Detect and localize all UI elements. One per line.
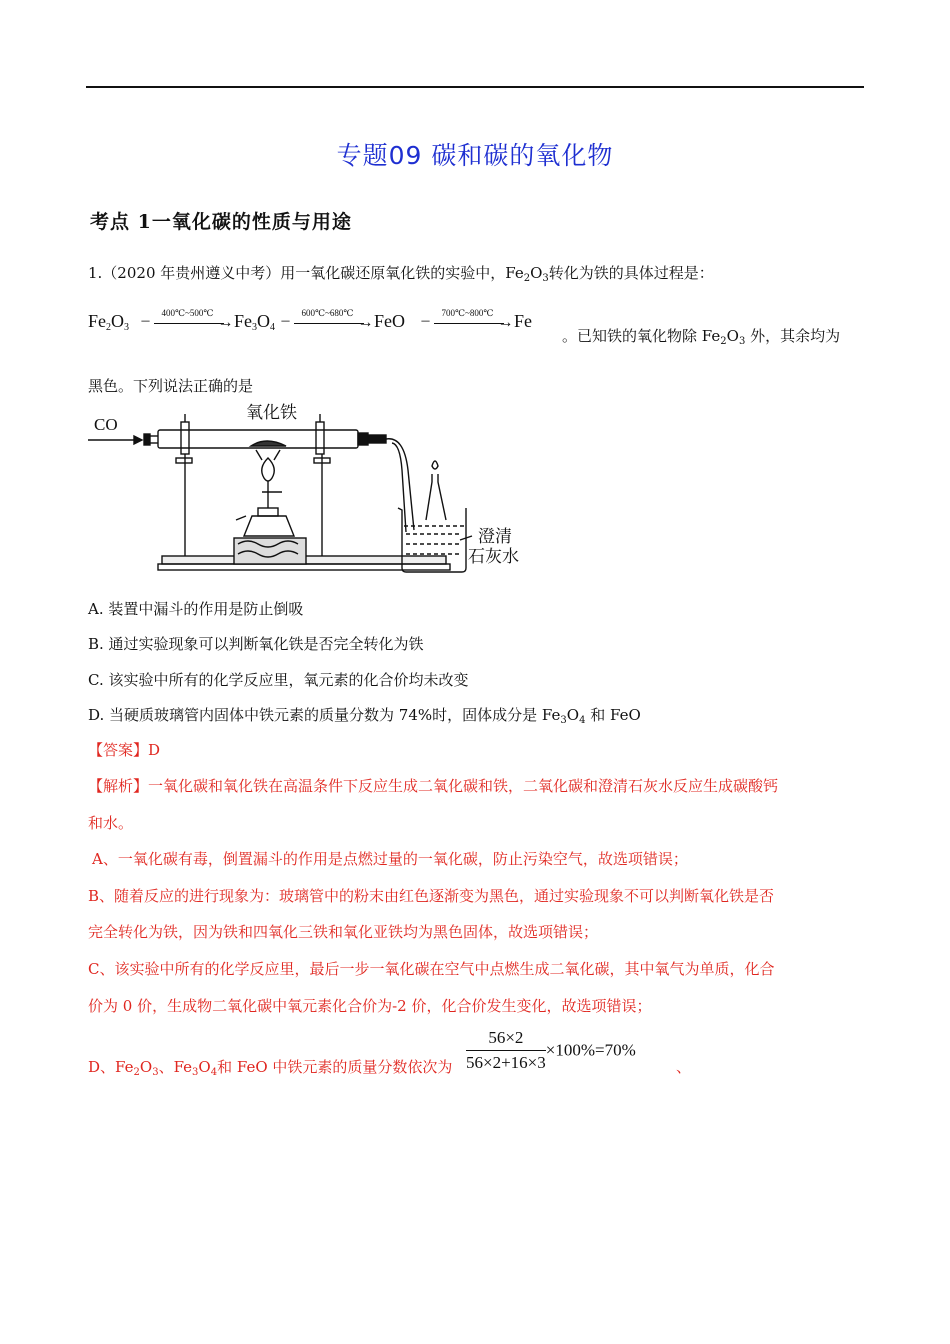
reaction-chain <box>88 307 532 333</box>
eq-fe3o4: $Fe_3O_4$ <box>234 311 275 333</box>
condition-2: 600℃~680℃ <box>301 307 354 318</box>
apparatus-figure <box>86 400 556 580</box>
fraction-tail: ×100%=70% <box>545 1040 636 1060</box>
iron-oxide-label: 氧化铁 <box>246 403 297 423</box>
top-rule <box>86 86 864 88</box>
delivery-tube <box>386 439 414 530</box>
analysis-option-d <box>88 1057 452 1077</box>
option-d-prefix: D. 当硬质玻璃管内固体中铁元素的质量分数为 74%时，固体成分是 <box>88 706 542 724</box>
analysis-option-b-1: B、随着反应的进行现象为：玻璃管中的粉末由红色逐渐变为黑色，通过实验现象不可以判断氧化铁是否 <box>88 887 775 905</box>
burner-flame <box>262 458 275 481</box>
analysis-d-prefix: D、 <box>88 1058 116 1076</box>
option-d-and: 和 FeO <box>590 706 641 724</box>
option-d <box>88 705 641 725</box>
option-c: C. 该实验中所有的化学反应里，氧元素的化合价均未改变 <box>88 671 469 689</box>
formula-fe2o3: $Fe_2O_3$ <box>505 264 549 284</box>
condition-1: 400℃~500℃ <box>161 307 214 318</box>
analysis-d-end: 、 <box>676 1058 692 1076</box>
condition-3: 700℃~800℃ <box>441 307 494 318</box>
eq-fe: Fe <box>514 311 532 331</box>
analysis-option-c-1: C、该实验中所有的化学反应里，最后一步一氧化碳在空气中点燃生成二氧化碳，其中氧气为单质，化合 <box>88 960 775 978</box>
answer: 【答案】D <box>88 741 161 759</box>
formula-fe3o4: $Fe_3O_4$ <box>541 706 586 726</box>
page-title: 专题09 碳和碳的氧化物 <box>336 141 614 170</box>
fraction-numerator: 56×2 <box>466 1028 546 1051</box>
fraction-denominator: 56×2+16×3 <box>466 1053 546 1072</box>
section-heading: 考点 1一氧化碳的性质与用途 <box>90 211 352 233</box>
line2-suffix: 外，其余均为 <box>745 327 841 345</box>
option-b: B. 通过实验现象可以判断氧化铁是否完全转化为铁 <box>88 635 424 653</box>
eq-feo: FeO <box>374 311 405 331</box>
inverted-funnel <box>426 474 446 520</box>
analysis-option-c-2: 价为 0 价，生成物二氧化碳中氧元素化合价为-2 价，化合价发生变化，故选项错误； <box>88 997 652 1015</box>
question-line-1 <box>88 263 714 283</box>
formula-fe2o3-2: $Fe_2O_3$ <box>701 327 746 347</box>
formula-d-fe3o4: $Fe_3O_4$ <box>173 1058 218 1078</box>
eq-fe2o3: $Fe_2O_3$ <box>88 311 129 333</box>
co-label: CO <box>94 415 118 434</box>
question-line-2-tail <box>562 326 840 346</box>
alcohol-lamp <box>244 516 294 536</box>
limewater-label-1: 澄清 <box>478 527 512 547</box>
analysis-text-1a: 一氧化碳和氧化铁在高温条件下反应生成二氧化碳和铁，二氧化碳和澄清石灰水反应生成碳酸钙 <box>148 777 779 795</box>
question-line-3: 黑色。下列说法正确的是 <box>88 377 254 395</box>
analysis-d-sep: 、 <box>158 1058 174 1076</box>
funnel-flame <box>432 461 438 469</box>
reaction-arrow-1: – 400℃~500℃ → <box>141 307 234 331</box>
limewater-label-2: 石灰水 <box>468 547 519 567</box>
question-suffix: 转化为铁的具体过程是： <box>548 264 714 282</box>
analysis-option-b-2: 完全转化为铁，因为铁和四氧化三铁和氧化亚铁均为黑色固体，故选项错误； <box>88 923 599 941</box>
analysis-line-2: 和水。 <box>88 814 134 832</box>
formula-d-fe2o3: $Fe_2O_3$ <box>115 1058 159 1078</box>
reaction-arrow-2: – 600℃~680℃ → <box>281 307 374 331</box>
mass-fraction-formula <box>466 1028 636 1073</box>
analysis-d-mid: 和 FeO 中铁元素的质量分数依次为 <box>217 1058 453 1076</box>
analysis-line-1 <box>88 776 778 796</box>
reaction-arrow-3: – 700℃~800℃ → <box>421 307 514 331</box>
analysis-option-a: A、一氧化碳有毒，倒置漏斗的作用是点燃过量的一氧化碳，防止污染空气，故选项错误； <box>92 850 688 868</box>
line2-prefix: 。已知铁的氧化物除 <box>562 327 702 345</box>
question-prefix: 1.（2020 年贵州遵义中考）用一氧化碳还原氧化铁的实验中， <box>88 264 506 282</box>
iron-oxide-powder <box>251 441 286 446</box>
analysis-label: 【解析】 <box>88 777 149 795</box>
fraction <box>466 1028 546 1073</box>
option-a: A. 装置中漏斗的作用是防止倒吸 <box>88 600 304 618</box>
